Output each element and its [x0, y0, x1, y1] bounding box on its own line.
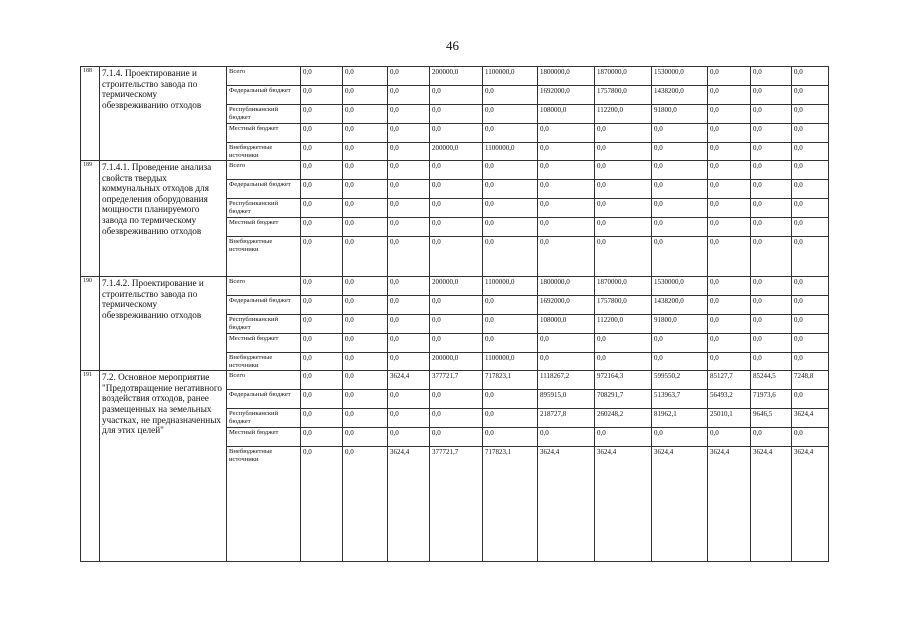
- funding-value: 0,0: [388, 67, 430, 86]
- funding-value: 0,0: [430, 296, 483, 315]
- funding-source: Федеральный бюджет: [227, 296, 301, 315]
- funding-value: 0,0: [792, 334, 829, 353]
- funding-value: 200000,0: [430, 277, 483, 296]
- funding-value: 0,0: [792, 161, 829, 180]
- funding-value: 0,0: [430, 86, 483, 105]
- funding-value: 717823,1: [483, 447, 538, 562]
- funding-value: 377721,7: [430, 371, 483, 390]
- funding-value: 3624,4: [792, 447, 829, 562]
- funding-value: 0,0: [538, 237, 595, 277]
- funding-value: 0,0: [430, 124, 483, 143]
- funding-value: 0,0: [388, 296, 430, 315]
- funding-value: 0,0: [751, 315, 792, 334]
- funding-value: 0,0: [652, 161, 708, 180]
- row-number: 190: [81, 277, 100, 371]
- funding-value: 0,0: [652, 428, 708, 447]
- funding-value: 0,0: [388, 428, 430, 447]
- funding-value: 0,0: [430, 180, 483, 199]
- funding-value: 260248,2: [595, 409, 652, 428]
- funding-value: 0,0: [301, 447, 343, 562]
- funding-value: 0,0: [751, 218, 792, 237]
- funding-value: 3624,4: [595, 447, 652, 562]
- funding-value: 0,0: [343, 161, 388, 180]
- funding-value: 0,0: [708, 353, 751, 371]
- funding-value: 0,0: [792, 199, 829, 218]
- funding-value: 9646,5: [751, 409, 792, 428]
- funding-value: 0,0: [595, 180, 652, 199]
- measure-title: 7.1.4.1. Проведение анализа свойств твердых коммунальных отходов для определения оборудования мощности планируемого завода по термическому обезвреживанию отходов: [100, 161, 227, 277]
- funding-value: 0,0: [595, 124, 652, 143]
- funding-value: 200000,0: [430, 67, 483, 86]
- funding-value: 0,0: [708, 199, 751, 218]
- funding-source: Республиканский бюджет: [227, 199, 301, 218]
- funding-value: 0,0: [483, 237, 538, 277]
- table-row: [81, 67, 829, 86]
- funding-value: 0,0: [538, 353, 595, 371]
- funding-value: 0,0: [751, 334, 792, 353]
- funding-value: 0,0: [343, 218, 388, 237]
- funding-source: Местный бюджет: [227, 334, 301, 353]
- funding-value: 0,0: [388, 105, 430, 124]
- table-row: [81, 371, 829, 390]
- funding-source: Местный бюджет: [227, 428, 301, 447]
- funding-value: 0,0: [652, 143, 708, 161]
- funding-value: 0,0: [430, 315, 483, 334]
- funding-value: 0,0: [652, 218, 708, 237]
- funding-value: 0,0: [538, 143, 595, 161]
- funding-value: 112200,0: [595, 105, 652, 124]
- funding-value: 0,0: [751, 86, 792, 105]
- funding-value: 0,0: [388, 161, 430, 180]
- funding-value: 0,0: [708, 334, 751, 353]
- row-number: 191: [81, 371, 100, 562]
- funding-value: 0,0: [652, 353, 708, 371]
- funding-value: 0,0: [792, 237, 829, 277]
- funding-value: 0,0: [343, 180, 388, 199]
- funding-value: 0,0: [708, 237, 751, 277]
- funding-value: 0,0: [708, 67, 751, 86]
- funding-source: Всего: [227, 161, 301, 180]
- funding-source: Местный бюджет: [227, 124, 301, 143]
- funding-value: 0,0: [483, 428, 538, 447]
- funding-value: 0,0: [343, 409, 388, 428]
- funding-value: 717823,1: [483, 371, 538, 390]
- funding-value: 91800,0: [652, 105, 708, 124]
- funding-value: 0,0: [652, 124, 708, 143]
- funding-value: 0,0: [708, 180, 751, 199]
- funding-source: Республиканский бюджет: [227, 105, 301, 124]
- funding-value: 0,0: [388, 199, 430, 218]
- funding-value: 0,0: [751, 428, 792, 447]
- funding-value: 0,0: [751, 353, 792, 371]
- funding-value: 81962,1: [652, 409, 708, 428]
- funding-value: 0,0: [708, 315, 751, 334]
- funding-value: 0,0: [301, 180, 343, 199]
- funding-value: 0,0: [301, 199, 343, 218]
- funding-value: 1100000,0: [483, 277, 538, 296]
- funding-value: 0,0: [751, 143, 792, 161]
- funding-value: 0,0: [301, 143, 343, 161]
- funding-value: 1530000,0: [652, 67, 708, 86]
- funding-value: 85244,5: [751, 371, 792, 390]
- funding-value: 0,0: [751, 180, 792, 199]
- funding-source: Внебюджетные источники: [227, 237, 301, 277]
- funding-value: 0,0: [595, 199, 652, 218]
- funding-value: 0,0: [301, 161, 343, 180]
- funding-value: 0,0: [301, 296, 343, 315]
- funding-value: 0,0: [301, 218, 343, 237]
- funding-source: Республиканский бюджет: [227, 315, 301, 334]
- funding-value: 0,0: [430, 161, 483, 180]
- funding-value: 0,0: [595, 428, 652, 447]
- funding-value: 0,0: [483, 161, 538, 180]
- funding-value: 0,0: [792, 315, 829, 334]
- funding-value: 0,0: [388, 218, 430, 237]
- funding-value: 0,0: [301, 390, 343, 409]
- funding-value: 0,0: [595, 218, 652, 237]
- funding-value: 0,0: [301, 105, 343, 124]
- funding-value: 0,0: [792, 428, 829, 447]
- funding-value: 0,0: [388, 315, 430, 334]
- funding-value: 0,0: [652, 199, 708, 218]
- funding-value: 0,0: [343, 143, 388, 161]
- funding-value: 0,0: [301, 334, 343, 353]
- funding-value: 0,0: [388, 124, 430, 143]
- funding-value: 0,0: [751, 161, 792, 180]
- funding-value: 0,0: [792, 86, 829, 105]
- funding-source: Всего: [227, 371, 301, 390]
- page-number: 46: [446, 38, 459, 53]
- funding-value: 0,0: [595, 353, 652, 371]
- funding-value: 3624,4: [388, 371, 430, 390]
- funding-value: 0,0: [301, 371, 343, 390]
- funding-value: 0,0: [301, 315, 343, 334]
- funding-value: 1757800,0: [595, 86, 652, 105]
- funding-value: 0,0: [388, 390, 430, 409]
- funding-value: 0,0: [483, 105, 538, 124]
- funding-value: 1118267,2: [538, 371, 595, 390]
- funding-table: [80, 66, 829, 562]
- funding-value: 0,0: [483, 180, 538, 199]
- funding-value: 0,0: [430, 237, 483, 277]
- funding-value: 0,0: [751, 105, 792, 124]
- funding-value: 1757800,0: [595, 296, 652, 315]
- funding-value: 0,0: [708, 86, 751, 105]
- funding-value: 0,0: [343, 86, 388, 105]
- funding-value: 0,0: [388, 409, 430, 428]
- funding-value: 0,0: [652, 334, 708, 353]
- funding-value: 1100000,0: [483, 143, 538, 161]
- funding-value: 0,0: [792, 390, 829, 409]
- funding-value: 0,0: [538, 124, 595, 143]
- funding-value: 0,0: [430, 105, 483, 124]
- funding-value: 0,0: [751, 277, 792, 296]
- funding-value: 0,0: [301, 409, 343, 428]
- funding-value: 0,0: [483, 296, 538, 315]
- funding-value: 0,0: [595, 237, 652, 277]
- funding-value: 112200,0: [595, 315, 652, 334]
- funding-value: 0,0: [343, 353, 388, 371]
- funding-value: 0,0: [343, 67, 388, 86]
- funding-value: 0,0: [343, 447, 388, 562]
- funding-value: 0,0: [343, 277, 388, 296]
- funding-value: 0,0: [388, 353, 430, 371]
- funding-value: 895915,0: [538, 390, 595, 409]
- funding-value: 0,0: [301, 428, 343, 447]
- table-row: [81, 161, 829, 180]
- funding-source: Всего: [227, 67, 301, 86]
- funding-value: 1692000,0: [538, 296, 595, 315]
- funding-value: 0,0: [343, 237, 388, 277]
- funding-value: 0,0: [538, 218, 595, 237]
- funding-value: 0,0: [751, 67, 792, 86]
- funding-value: 1692000,0: [538, 86, 595, 105]
- funding-value: 0,0: [301, 353, 343, 371]
- funding-value: 0,0: [708, 428, 751, 447]
- funding-value: 0,0: [538, 180, 595, 199]
- funding-value: 3624,4: [388, 447, 430, 562]
- funding-value: 513963,7: [652, 390, 708, 409]
- funding-value: 0,0: [343, 390, 388, 409]
- funding-value: 0,0: [483, 390, 538, 409]
- funding-source: Федеральный бюджет: [227, 390, 301, 409]
- funding-value: 91800,0: [652, 315, 708, 334]
- funding-value: 0,0: [538, 161, 595, 180]
- funding-value: 1100000,0: [483, 67, 538, 86]
- funding-source: Внебюджетные источники: [227, 353, 301, 371]
- funding-value: 0,0: [483, 218, 538, 237]
- funding-value: 3624,4: [538, 447, 595, 562]
- funding-value: 0,0: [792, 67, 829, 86]
- funding-source: Всего: [227, 277, 301, 296]
- row-number: 188: [81, 67, 100, 161]
- funding-value: 0,0: [708, 124, 751, 143]
- funding-source: Федеральный бюджет: [227, 180, 301, 199]
- funding-value: 71973,6: [751, 390, 792, 409]
- funding-value: 1870000,0: [595, 67, 652, 86]
- funding-value: 1100000,0: [483, 353, 538, 371]
- funding-value: 0,0: [483, 315, 538, 334]
- funding-value: 0,0: [430, 428, 483, 447]
- funding-value: 0,0: [708, 218, 751, 237]
- table-row: [81, 277, 829, 296]
- funding-value: 0,0: [343, 199, 388, 218]
- funding-value: 0,0: [708, 277, 751, 296]
- funding-value: 0,0: [301, 277, 343, 296]
- measure-title: 7.1.4.2. Проектирование и строительство завода по термическому обезвреживанию отходов: [100, 277, 227, 371]
- funding-value: 599550,2: [652, 371, 708, 390]
- funding-value: 0,0: [751, 237, 792, 277]
- funding-value: 0,0: [343, 124, 388, 143]
- funding-value: 1870000,0: [595, 277, 652, 296]
- funding-value: 0,0: [751, 296, 792, 315]
- funding-value: 3624,4: [792, 409, 829, 428]
- measure-title: 7.2. Основное мероприятие "Предотвращение негативного воздействия отходов, ранее размещенных на земельных участках, не предназначенных для этих целей": [100, 371, 227, 562]
- funding-value: 0,0: [343, 371, 388, 390]
- funding-value: 0,0: [343, 334, 388, 353]
- funding-value: 0,0: [538, 428, 595, 447]
- funding-value: 0,0: [343, 105, 388, 124]
- funding-value: 0,0: [388, 334, 430, 353]
- funding-value: 108000,0: [538, 105, 595, 124]
- funding-value: 0,0: [388, 86, 430, 105]
- funding-value: 1438200,0: [652, 296, 708, 315]
- funding-value: 0,0: [708, 296, 751, 315]
- funding-value: 972164,3: [595, 371, 652, 390]
- funding-value: 7248,8: [792, 371, 829, 390]
- funding-value: 0,0: [792, 218, 829, 237]
- funding-value: 108000,0: [538, 315, 595, 334]
- funding-value: 0,0: [792, 124, 829, 143]
- funding-value: 0,0: [343, 428, 388, 447]
- funding-source: Внебюджетные источники: [227, 143, 301, 161]
- funding-value: 1438200,0: [652, 86, 708, 105]
- funding-value: 0,0: [708, 143, 751, 161]
- funding-value: 85127,7: [708, 371, 751, 390]
- funding-value: 0,0: [483, 199, 538, 218]
- funding-value: 0,0: [430, 218, 483, 237]
- funding-value: 377721,7: [430, 447, 483, 562]
- funding-value: 0,0: [301, 86, 343, 105]
- funding-source: Федеральный бюджет: [227, 86, 301, 105]
- funding-value: 0,0: [388, 180, 430, 199]
- funding-source: Местный бюджет: [227, 218, 301, 237]
- funding-value: 0,0: [708, 105, 751, 124]
- funding-source: Республиканский бюджет: [227, 409, 301, 428]
- funding-value: 200000,0: [430, 143, 483, 161]
- funding-value: 3624,4: [652, 447, 708, 562]
- funding-value: 0,0: [388, 143, 430, 161]
- row-number: 189: [81, 161, 100, 277]
- funding-value: 0,0: [595, 161, 652, 180]
- funding-value: 0,0: [792, 277, 829, 296]
- funding-value: 0,0: [708, 161, 751, 180]
- funding-value: 1800000,0: [538, 277, 595, 296]
- funding-value: 0,0: [652, 237, 708, 277]
- funding-value: 0,0: [430, 409, 483, 428]
- funding-value: 0,0: [430, 390, 483, 409]
- funding-value: 0,0: [751, 199, 792, 218]
- funding-value: 0,0: [301, 237, 343, 277]
- funding-value: 3624,4: [708, 447, 751, 562]
- funding-value: 0,0: [388, 277, 430, 296]
- funding-value: 0,0: [751, 124, 792, 143]
- funding-value: 0,0: [595, 143, 652, 161]
- funding-value: 708291,7: [595, 390, 652, 409]
- funding-value: 0,0: [792, 180, 829, 199]
- funding-value: 0,0: [595, 334, 652, 353]
- funding-value: 0,0: [483, 124, 538, 143]
- funding-value: 0,0: [430, 334, 483, 353]
- funding-value: 1800000,0: [538, 67, 595, 86]
- funding-value: 0,0: [343, 296, 388, 315]
- funding-value: 0,0: [652, 180, 708, 199]
- funding-value: 0,0: [792, 353, 829, 371]
- funding-value: 0,0: [538, 199, 595, 218]
- funding-value: 0,0: [430, 199, 483, 218]
- funding-value: 3624,4: [751, 447, 792, 562]
- funding-value: 0,0: [483, 86, 538, 105]
- funding-value: 0,0: [538, 334, 595, 353]
- funding-value: 0,0: [792, 143, 829, 161]
- measure-title: 7.1.4. Проектирование и строительство завода по термическому обезвреживанию отходов: [100, 67, 227, 161]
- funding-value: 0,0: [301, 124, 343, 143]
- funding-value: 0,0: [792, 105, 829, 124]
- funding-value: 0,0: [388, 237, 430, 277]
- funding-value: 0,0: [483, 409, 538, 428]
- funding-value: 1530000,0: [652, 277, 708, 296]
- funding-value: 0,0: [483, 334, 538, 353]
- funding-value: 0,0: [792, 296, 829, 315]
- funding-source: Внебюджетные источники: [227, 447, 301, 562]
- funding-value: 0,0: [343, 315, 388, 334]
- funding-value: 218727,8: [538, 409, 595, 428]
- funding-value: 0,0: [301, 67, 343, 86]
- funding-value: 25010,1: [708, 409, 751, 428]
- funding-value: 200000,0: [430, 353, 483, 371]
- funding-value: 56493,2: [708, 390, 751, 409]
